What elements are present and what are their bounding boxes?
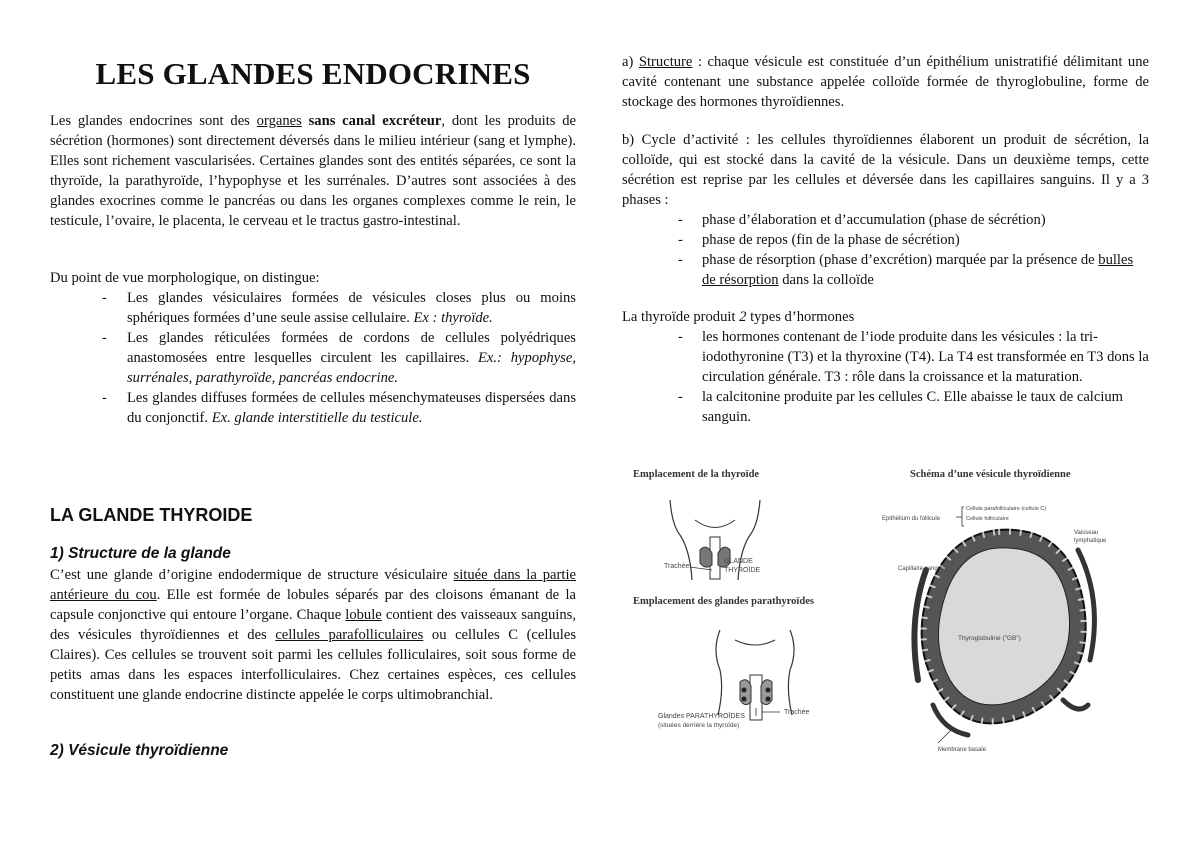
phase3-text-1: phase de résorption (phase d’excrétion) marquée par la présence de [702,252,1099,268]
parathyroid-situees-label: (situées derrière la thyroïde) [658,722,740,729]
cell-parafolliculaire-label: Cellule parafolliculaire (cellule C) [966,506,1047,512]
morpho-list [50,288,576,428]
subsection-title-vesicule: 2) Vésicule thyroïdienne [50,742,229,759]
list-item [50,288,576,328]
morpho-item-text: Les glandes diffuses formées de cellules mésenchymateuses dispersées dans du conjonctif. [127,390,576,426]
vesicle-figure-title: Schéma d’une vésicule thyroïdienne [910,469,1071,480]
struct-situee: située dans la partie antérieure du cou [50,567,576,603]
a-prefix: a) [622,54,639,70]
morpho-intro: Du point de vue morphologique, on distingue: [50,270,320,286]
glande-label: GLANDE [724,558,753,565]
morpho-item-example: Ex : thyroïde. [413,310,493,326]
parathyroid-trachee-label: Trachée [784,709,810,716]
page-title: LES GLANDES ENDOCRINES [95,56,531,91]
parathyroid-neck-drawing [650,620,830,745]
intro-sans-canal: sans canal excréteur [308,113,442,129]
struct-text-3: contient des vaisseaux sanguins, des vésicules thyroïdiennes et des [50,607,576,643]
morpho-item-text: Les glandes vésiculaires formées de vésicules closes plus ou moins sphériques formées d’une seule assise cellulaire. [127,290,576,326]
struct-text-1: C’est une glande d’origine endodermique de structure vésiculaire [50,567,454,583]
list-item [50,328,576,388]
struct-lobule: lobule [345,607,382,623]
parathyroid-figure-title: Emplacement des glandes parathyroïdes [633,596,814,607]
parathyroid-glandes-label: Glandes PARATHYROÏDES [658,713,745,720]
subsection-title-structure: 1) Structure de la glande [50,545,231,562]
intro-text-1: Les glandes endocrines sont des [50,113,257,129]
intro-space [302,113,309,129]
phase3-bulles: bulles de résorption [702,252,1134,288]
membrane-label: Membrane basale [938,747,987,753]
list-item: - les hormones contenant de l’iode produite dans les vésicules : la tri-iodothyronine (T3) et la thyroxine (T4). La T4 est transformée en T3 dons la circulation générale. T3 : rôle dans la croissance et la maturation. [622,327,1149,387]
thyroid-neck-drawing [650,495,780,585]
struct-text-2: . Elle est formée de lobules séparés par des cloisons émanant de la capsule conjonctive qui entoure l’organe. Chaque [50,587,576,623]
section-title: LA GLANDE THYROIDE [50,505,253,525]
vaisseau-label-1: Vaisseau [1074,530,1099,536]
struct-text-4: ou cellules C (cellules Claires). Ces cellules se trouvent soit parmi les cellules folliculaires, soit sous forme de petits amas dans les espaces interfolliculaires. Chez certaines espèces, ces cellules constituent une glande endocrine distincte appelée le corps ultimobranchial. [50,627,577,703]
a-structure-word: Structure [638,54,693,70]
cycle-b-paragraph: b) Cycle d’activité : les cellules thyroïdiennes élaborent un produit de sécrétion, la colloïde, qui est stocké dans la cavité de la vésicule. Dans un deuxième temps, cette sécrétion est reprise par les cellules et déversée dans les capillaires sanguins. Il y a 3 phases : [622,132,1149,208]
hormones-intro [622,307,1149,327]
morpho-item-example: Ex. glande interstitielle du testicule. [211,410,423,426]
phase3-text-2: dans la colloïde [778,272,874,288]
intro-text-2: , dont les produits de sécrétion (hormones) sont directement déversés dans le milieu intérieur (sang et lymphe). Elles sont richement vascularisées. Certaines glandes sont des entités séparées, ce sont la thyroïde, la parathyroïde, l’hypophyse et les surrénales. D’autres sont associées à des glandes exocrines comme le pancréas ou dans les organes complexes comme le rein, le testicule, l’ovaire, le placenta, le cerveau et le tractus gastro-intestinal. [50,113,577,229]
list-item: - phase de repos (fin de la phase de sécrétion) [622,230,1149,250]
cell-folliculaire-label: Cellule folliculaire [966,516,1009,522]
intro-organes: organes [256,113,302,129]
list-item [622,250,1149,290]
horm-intro-2: types d’hormones [746,309,855,325]
structure-paragraph [50,565,576,705]
thyroglobuline-label: Thyroglobuline ("GB") [958,635,1021,642]
thyroid-vesicle-drawing [878,490,1118,755]
list-item: - la calcitonine produite par les cellules C. Elle abaisse le taux de calcium sanguin. [622,387,1149,427]
morpho-item-example: Ex.: hypophyse, surrénales, parathyroïde, pancréas endocrine. [127,350,576,386]
horm-intro-count: 2 [739,309,747,325]
a-text: : chaque vésicule est constituée d’un épithélium unistratifié délimitant une cavité contenant une substance appelée colloïde formée de thyroglobuline, forme de stockage des hormones thyroïdiennes. [622,54,1149,110]
vaisseau-label-2: lymphatique [1074,538,1107,544]
morpho-item-text: Les glandes réticulées formées de cordons de cellules polyédriques anastomosées entre lesquelles circulent les capillaires. [127,330,576,366]
thyroid-figure-title: Emplacement de la thyroïde [633,469,760,480]
list-item [50,388,576,428]
epithelium-label: Epithélium du follicule [882,516,941,522]
struct-parafolliculaires: cellules parafolliculaires [275,627,424,643]
hormones-list [622,327,1149,427]
list-item: - phase d’élaboration et d’accumulation (phase de sécrétion) [622,210,1149,230]
horm-intro-1: La thyroïde produit [622,309,740,325]
capillaire-label: Capillaire sanguin [898,566,946,572]
intro-paragraph [50,111,576,231]
trachee-label: Trachée [664,563,690,570]
structure-a-paragraph [622,52,1149,112]
phases-list [622,210,1149,290]
thyroide-label: THYROÏDE [724,567,761,574]
